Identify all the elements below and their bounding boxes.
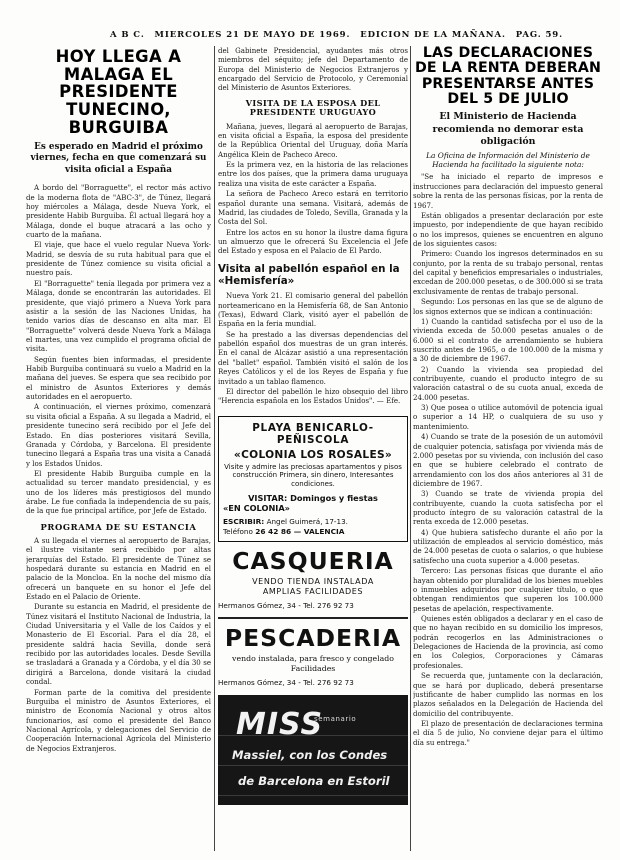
paragraph: 1) Cuando la cantidad satisfecha por el uso de la vivienda exceda de 50.000 pesetas anuales o de 6.000 si el contrato de arrendamiento se hubiera suscrito antes de 1965, o de 100.000 de la misma y a 30 de diciembre de 1967. [413,316,603,364]
paragraph: Mañana, jueves, llegará al aeropuerto de Barajas, en visita oficial a España, la esposa del presidente de la República Oriental del Uruguay, doña María Angélica Klein de Pacheco Areco. [218,121,408,159]
playa-ad-visit: VISITAR: Domingos y fiestas [248,492,378,503]
continued-body [218,46,408,93]
paragraph: 3) Que posea o utilice automóvil de potencia igual o superior a 14 HP, o cualquiera de su uso y mantenimiento. [413,403,603,431]
paragraph: Segundo: Los personas en las que se de alguno de los signos externos que se indican a continuación: [413,297,603,316]
casqueria-line2: AMPLIAS FACILIDADES [262,587,364,597]
page-folio [110,30,563,42]
folio-edition: EDICION DE LA MAÑANA. [360,30,506,40]
paragraph: El "Borraguette" tenía llegada por primera vez a Málaga, donde se encontrarán las autoridades. El presidente, que viajó primero a Nueva York para asistir a la sesión de las Naciones Unidas, ha tenido varios días de descanso en alta mar. El "Borraguette" volverá desde Nueva York a Málaga el martes, una vez cumplido el programa oficial de visita. [26,278,211,354]
playa-ad-office-label: ESCRIBIR: [223,516,265,526]
casqueria-line1: VENDO TIENDA INSTALADA [252,577,374,587]
paragraph: Forman parte de la comitiva del presidente Burguiba el ministro de Asuntos Exteriores, el ministro de Economía Nacional y otros altos funcionarios, así como el presidente del Banco Nacional Agrícola, y delegaciones del Servicio de Cooperación Internacional Agrícola del Ministerio de Negocios Extranjeros. [26,687,211,753]
miss-magazine-ad [218,695,408,805]
folio-paper: A B C. [110,30,145,40]
program-body [26,536,211,753]
burguiba-headline: HOY LLEGA A MALAGA EL PRESIDENTE TUNECINO, BURGUIBA [55,47,182,137]
uruguay-body [218,122,408,256]
uruguay-subhead: VISITA DE LA ESPOSA DEL PRESIDENTE URUGUAYO [245,97,381,118]
column-divider-1 [214,46,215,851]
renta-headline: LAS DECLARACIONES DE LA RENTA DEBERAN PRESENTARSE ANTES DEL 5 DE JULIO [414,46,601,107]
casqueria-title: CASQUERIA [232,546,394,575]
playa-ad-name: «COLONIA LOS ROSALES» [233,448,393,461]
burguiba-deck: Es esperado en Madrid el próximo viernes, fecha en que comenzará su visita oficial a España [30,141,207,176]
casqueria-ad [218,546,408,619]
paragraph: 2) Cuando la vivienda sea propiedad del contribuyente, cuando el producto integro de su valoración catastral o de su cuota anual, exceda de 24.000 pesetas. [413,364,603,402]
paragraph: El presidente Habib Burguiba cumple en la actualidad su tercer mandato presidencial, y es uno de los líderes más prestigiosos del mundo árabe. Le fue confiada la independencia de su país, de la que fue principal artífice, por Jefe de Estado. [26,469,211,516]
paragraph: Primero: Cuando los ingresos determinados en su conjunto, por la renta de su trabajo personal, rentas del capital y beneficios empresariales o industriales, excedan de 200.000 pesetas, o de 300.000 si se trata exclusivamente de rentas de trabajo personal. [413,249,603,296]
paragraph: Se ha prestado a las diversas dependencias del pabellón español dos muestras de un gran interés. En el canal de Alcázar asistió a una representación del "ballet" español. También visitó el salón de los Reyes Católicos y el de los Reyes de España y fue invitado a un tablao flamenco. [218,329,408,386]
ad-separator [218,617,408,619]
pescaderia-line2: Facilidades [290,663,336,673]
column-burguiba [26,46,211,854]
program-subhead: PROGRAMA DE SU ESTANCIA [40,521,197,532]
paragraph: A continuación, el viernes próximo, comenzará su visita oficial a España. A su llegada a Madrid, el presidente tunecino será recibido por el Jefe del Estado. En días posteriores visitará Sevilla, Granada y Córdoba, y Barcelona. El presidente tunecino llegará a España tras una visita a Canadá y los Estados Unidos. [26,402,211,468]
miss-line1: Massiel, con los Condes [228,747,391,763]
hemisferia-body [218,291,408,405]
paragraph: Durante su estancia en Madrid, el presidente de Túnez visitará el Instituto Nacional de Industria, la Ciudad Universitaria y el Valle de los Caídos y el Monasterio de El Escorial. Para el día 28, el presidente saldrá hacia Sevilla, donde será recibido por las autoridades locales. Desde Sevilla se trasladará a Granada y a Córdoba, y el día 30 se dirigirá a Barcelona, donde visitará la ciudad condal. [26,602,211,687]
paragraph: 4) Cuando se trate de la posesión de un automóvil de cualquier potencia, satisfaga por vivienda más de 2.000 pesetas por su vivienda, con inclusión del caso en que se hubiere celebrado el contrato de arrendamiento con los dos años anteriores al 31 de diciembre de 1967. [413,432,603,488]
folio-date: MIERCOLES 21 DE MAYO DE 1969. [154,30,351,40]
miss-line2: de Barcelona en Estoril [234,773,394,789]
playa-ad-desc: Visite y admire las preciosas apartamentos y pisos construcción Primera, sin dinero, Interesantes condiciones. [224,462,402,489]
burguiba-body [26,183,211,516]
playa-ad-phone [223,527,403,536]
paragraph: Están obligados a presentar declaración por este impuesto, por independiente de que hayan recibido o no los impresos, quienes se encuentren en alguno de los siguientes casos: [413,210,603,248]
paragraph: del Gabinete Presidencial, ayudantes más otros miembros del séquito; jefe del Departamento de Europa del Ministerio de Negocios Extranjeros y encargado del Servicio de Protocolo, y Ceremonial del Ministerio de Asuntos Exteriores. [218,46,408,93]
playa-ad-visit2: «EN COLONIA» [223,502,290,513]
pescaderia-ad [218,623,408,688]
paragraph: 3) Cuando se trate de vivienda propia del contribuyente, cuando la cuota satisfecha por el producto íntegro de su valoración catastral de la renta exceda de 12.000 pesetas. [413,489,603,527]
paragraph: Según fuentes bien informadas, el presidente Habib Burguiba continuará su vuelo a Madrid en la mañana del jueves. Se espera que sea recibido por el ministro de Asuntos Exteriores y demás autoridades en el aeropuerto. [26,354,211,402]
renta-attribution: La Oficina de Información del Ministerio de Hacienda ha facilitado la siguiente nota: [426,150,590,170]
paragraph: Nueva York 21. El comisario general del pabellón norteamericano en la Hemisfería 68, de San Antonio (Texas), Edward Clark, visitó ayer el pabellón de España en la feria mundial. [218,291,408,329]
playa-ad-phone-number: 26 42 86 — VALENCIA [255,526,345,536]
paragraph: A su llegada el viernes al aeropuerto de Barajas, el ilustre visitante será recibido por altas jerarquías del Estado. El presidente de Túnez se hospedará durante su estancia en Madrid en el palacio de la Moncloa. En la noche del mismo día ofrecerá un banquete en su honor el Jefe del Estado en el Palacio de Oriente. [26,535,211,601]
casqueria-contact: Hermanos Gómez, 34 - Tel. 276 92 73 [218,601,354,611]
pescaderia-contact: Hermanos Gómez, 34 - Tel. 276 92 73 [218,678,354,688]
paragraph: El director del pabellón le hizo obsequio del libro "Herencia española en los Estados Unidos". — Efe. [218,386,408,406]
paragraph: Tercero: Las personas físicas que durante el año hayan obtenido por pluralidad de los bienes muebles o inmuebles adquiridos por cualquier título, o que obtengan rendimientos que superen los 100.000 pesetas de apelación, respectivamente. [413,566,603,613]
ad-stripe [218,795,408,796]
paragraph: El viaje, que hace el vuelo regular Nueva York-Madrid, se desvía de su ruta habitual para que el presidente de Túnez comience su visita oficial a nuestro país. [26,240,211,278]
paragraph: Se recuerda que, juntamente con la declaración, que se hará por duplicado, deberá presentarse justificante de haber cumplido las normas en los plazos señalados en la Delegación de Hacienda del domicilio del contribuyente. [413,671,603,718]
paragraph: Es la primera vez, en la historia de las relaciones entre los dos países, que la primera dama uruguaya realiza una visita de este carácter a España. [218,160,408,188]
column-renta [413,46,603,854]
pescaderia-line1: vendo instalada, para fresco y congelado [232,654,394,664]
paragraph: "Se ha iniciado el reparto de impresos e instrucciones para declaración del impuesto general sobre la renta de las personas físicas, por la renta de 1967. [413,172,603,210]
playa-ad-office-address: Angel Guimerá, 17-13. [266,516,348,526]
paragraph: A bordo del "Borraguette", el rector más activo de la moderna flota de "ABC-3", de Túnez, llegará hoy miércoles a Málaga, desde Nueva York, el presidente Habib Burguiba. Él actual llegará hoy a Málaga, donde el buque atracará a las ocho y cuarto de la mañana. [26,183,211,240]
paragraph: Quienes estén obligados a declarar y en el caso de que no hayan recibido en su domicilio los impresos, podrán recogerlos en las Administraciones o Delegaciones de Hacienda de la provincia, así como en los Colegios, Corporaciones y Cámaras profesionales. [413,614,603,670]
playa-ad-phone-label: Teléfono [223,526,253,536]
paragraph: La señora de Pacheco Areco estará en territorio español durante una semana. Visitará, además de Madrid, las ciudades de Toledo, Sevilla, Granada y la Costa del Sol. [218,189,408,227]
miss-logo: MISS [236,707,324,743]
renta-body [413,172,603,747]
miss-kind: semanario [314,715,357,724]
column-middle [218,46,408,854]
column-divider-2 [410,46,411,851]
paragraph: 4) Que hubiera satisfecho durante el año por la utilización de empleados al servicio doméstico, más de 24.000 pesetas de cuota o salarios, o que hubiese satisfecho una cuota superior a 4.000 pesetas. [413,527,603,565]
pescaderia-title: PESCADERIA [224,623,402,652]
playa-ad [218,416,408,542]
hemisferia-headline: Visita al pabellón español en la «Hemisfería» [218,262,400,287]
playa-ad-title: PLAYA BENICARLO-PEÑISCOLA [252,421,374,446]
ad-stripe [218,765,408,766]
paragraph: El plazo de presentación de declaraciones termina el día 5 de julio, No conviene dejar para el último día su entrega." [413,718,603,747]
renta-deck: El Ministerio de Hacienda recomienda no demorar esta obligación [432,111,584,147]
playa-ad-office [223,517,403,526]
folio-page: PAG. 59. [515,30,563,40]
paragraph: Entre los actos en su honor la ilustre dama figura un almuerzo que le ofrecerá Su Excelencia el Jefe del Estado y esposa en el Palacio de El Pardo. [218,227,408,256]
